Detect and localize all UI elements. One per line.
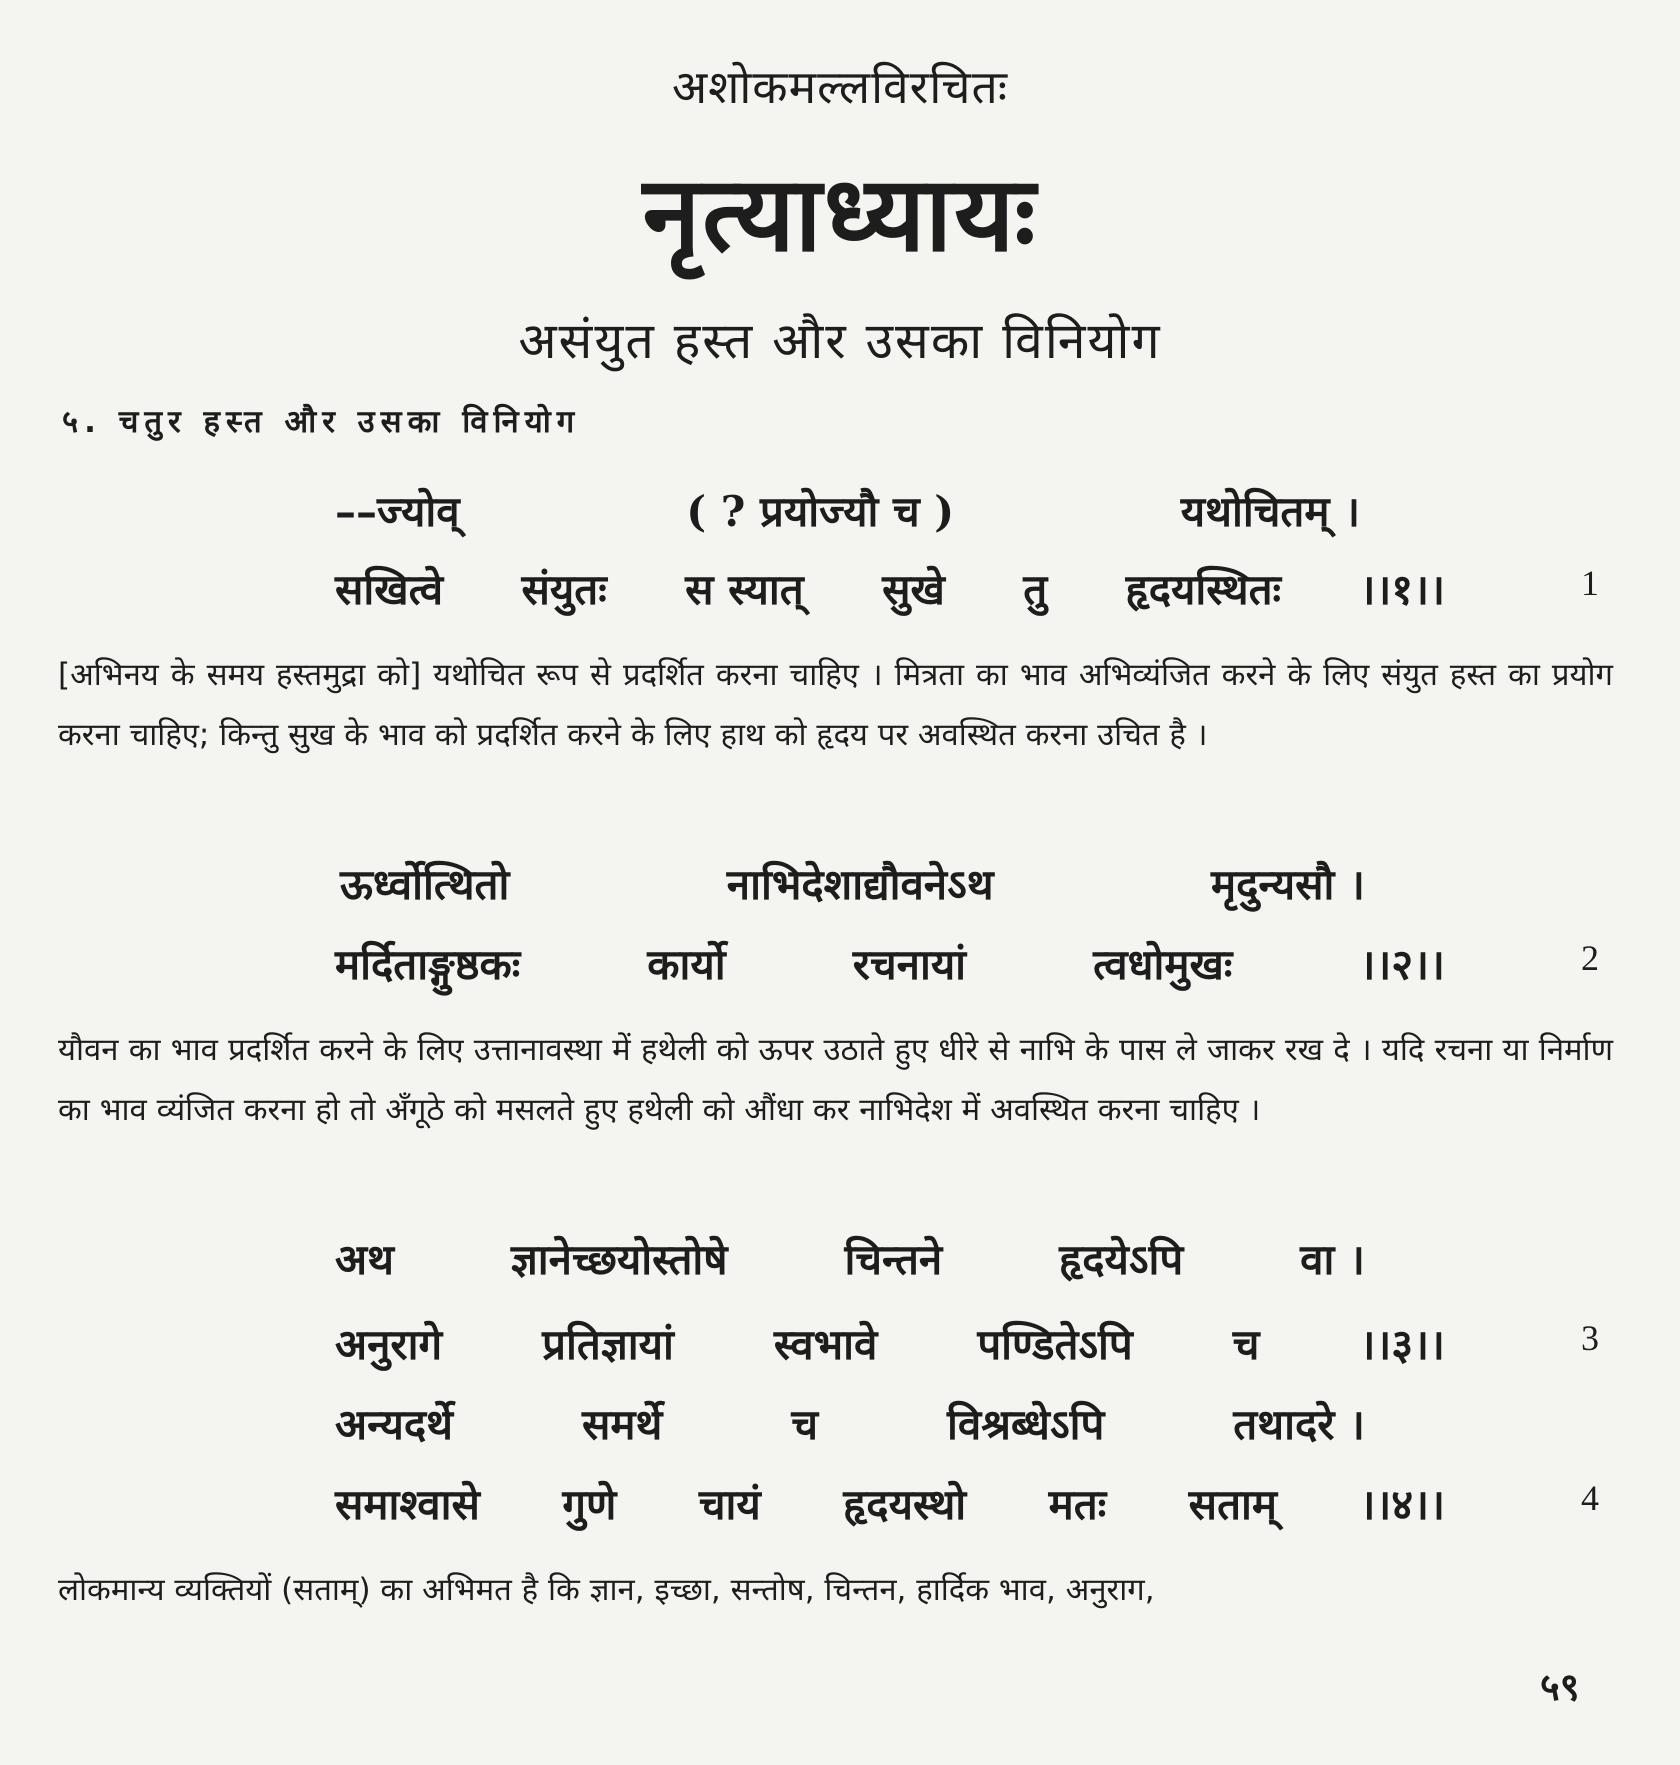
verse-line bbox=[0, 935, 1680, 1007]
verse-word: सखित्वे bbox=[335, 565, 444, 614]
section-heading: ५. चतुर हस्त और उसका विनियोग bbox=[62, 404, 581, 440]
verse-word: विश्रब्धेऽपि bbox=[946, 1400, 1105, 1449]
verse-word: त्वधोमुखः bbox=[1093, 940, 1233, 989]
verse-marker: ।।३।। bbox=[1359, 1320, 1445, 1369]
verse-line bbox=[0, 1395, 1680, 1467]
verse-word: ( ? प्रयोज्यौ च ) bbox=[686, 487, 955, 536]
page-title: नृत्याध्यायः bbox=[642, 153, 1038, 275]
verse-word: हृदयस्थो bbox=[843, 1480, 967, 1529]
verse-word: ––ज्योव् bbox=[335, 487, 460, 536]
verse-word: ऊर्ध्वोत्थितो bbox=[340, 860, 510, 909]
verse-word: प्रतिज्ञायां bbox=[542, 1320, 674, 1369]
verse-word: मर्दिताङ्गुष्ठकः bbox=[335, 940, 521, 989]
verse-line-text bbox=[335, 935, 1445, 992]
verse-word: मतः bbox=[1048, 1480, 1107, 1529]
author-line: अशोकमल्लविरचितः bbox=[671, 60, 1009, 114]
verse-line bbox=[0, 482, 1680, 554]
verse-word: चायं bbox=[698, 1480, 761, 1529]
verse-word: यथोचितम् । bbox=[1180, 487, 1360, 536]
verse-number: 3 bbox=[1581, 1318, 1599, 1358]
verse-word: अथ bbox=[335, 1235, 394, 1284]
verse-word: सताम् bbox=[1188, 1480, 1277, 1529]
verse-line-text bbox=[335, 1475, 1445, 1532]
verse-word: सुखे bbox=[882, 565, 945, 614]
verse-word: च bbox=[1232, 1320, 1260, 1369]
chapter-subtitle: असंयुत हस्त और उसका विनियोग bbox=[518, 312, 1162, 370]
verse-word: कार्यो bbox=[647, 940, 726, 989]
verse-line-text bbox=[335, 1395, 1365, 1452]
verse-word: संयुतः bbox=[521, 565, 607, 614]
verse-word: नाभिदेशाद्यौवनेऽथ bbox=[726, 860, 994, 909]
verse-word: स्वभावे bbox=[773, 1320, 878, 1369]
verse-word: समर्थे bbox=[581, 1400, 663, 1449]
verse-line-text bbox=[335, 482, 1360, 539]
verse-number: 2 bbox=[1581, 938, 1599, 978]
verse-marker: ।।४।। bbox=[1359, 1480, 1445, 1529]
verse-marker: ।।१।। bbox=[1359, 565, 1445, 614]
verse-word: हृदयेऽपि bbox=[1059, 1235, 1184, 1284]
verse-word: अनुरागे bbox=[335, 1320, 443, 1369]
verse-line bbox=[0, 1475, 1680, 1547]
verse-line-text bbox=[335, 1230, 1365, 1287]
verse-number: 4 bbox=[1581, 1478, 1599, 1518]
verse-word: रचनायां bbox=[852, 940, 967, 989]
verse-line bbox=[0, 855, 1680, 927]
verse-word: अन्यदर्थे bbox=[335, 1400, 453, 1449]
verse-word: तथादरे । bbox=[1233, 1400, 1365, 1449]
verse-word: पण्डितेऽपि bbox=[977, 1320, 1133, 1369]
verse-word: मृदुन्यसौ । bbox=[1211, 860, 1365, 909]
verse-word: ज्ञानेच्छयोस्तोषे bbox=[510, 1235, 728, 1284]
verse-line-text bbox=[335, 1315, 1445, 1372]
verse-line-text bbox=[340, 855, 1365, 912]
verse-word: चिन्तने bbox=[844, 1235, 943, 1284]
verse-word: गुणे bbox=[562, 1480, 617, 1529]
verse-word: च bbox=[791, 1400, 818, 1449]
verse-line bbox=[0, 1315, 1680, 1387]
verse-line bbox=[0, 1230, 1680, 1302]
verse-word: हृदयस्थितः bbox=[1125, 565, 1282, 614]
page-number: ५९ bbox=[1540, 1664, 1580, 1709]
verse-word: समाश्वासे bbox=[335, 1480, 480, 1529]
verse-line-text bbox=[335, 560, 1445, 617]
commentary-paragraph: [अभिनय के समय हस्तमुद्रा को] यथोचित रूप से प्रदर्शित करना चाहिए । मित्रता का भाव अभिव्यंजित करने के लिए संयुत हस्त का प्रयोग करना चाहिए; किन्तु सुख के भाव को प्रदर्शित करने के लिए हाथ को हृदय पर अवस्थित करना उचित है । bbox=[58, 657, 1613, 753]
verse-marker: ।।२।। bbox=[1359, 940, 1445, 989]
verse-word: स स्यात् bbox=[685, 565, 804, 614]
verse-line bbox=[0, 560, 1680, 632]
verse-word: वा । bbox=[1300, 1235, 1365, 1284]
verse-number: 1 bbox=[1581, 563, 1599, 603]
verse-word: तु bbox=[1023, 565, 1048, 614]
commentary-paragraph: यौवन का भाव प्रदर्शित करने के लिए उत्तानावस्था में हथेली को ऊपर उठाते हुए धीरे से नाभि के पास ले जाकर रख दे । यदि रचना या निर्माण का भाव व्यंजित करना हो तो अँगूठे को मसलते हुए हथेली को औंधा कर नाभिदेश में अवस्थित करना चाहिए । bbox=[58, 1032, 1613, 1128]
commentary-paragraph: लोकमान्य व्यक्तियों (सताम्) का अभिमत है कि ज्ञान, इच्छा, सन्तोष, चिन्तन, हार्दिक भाव, अनुराग, bbox=[58, 1572, 1155, 1608]
